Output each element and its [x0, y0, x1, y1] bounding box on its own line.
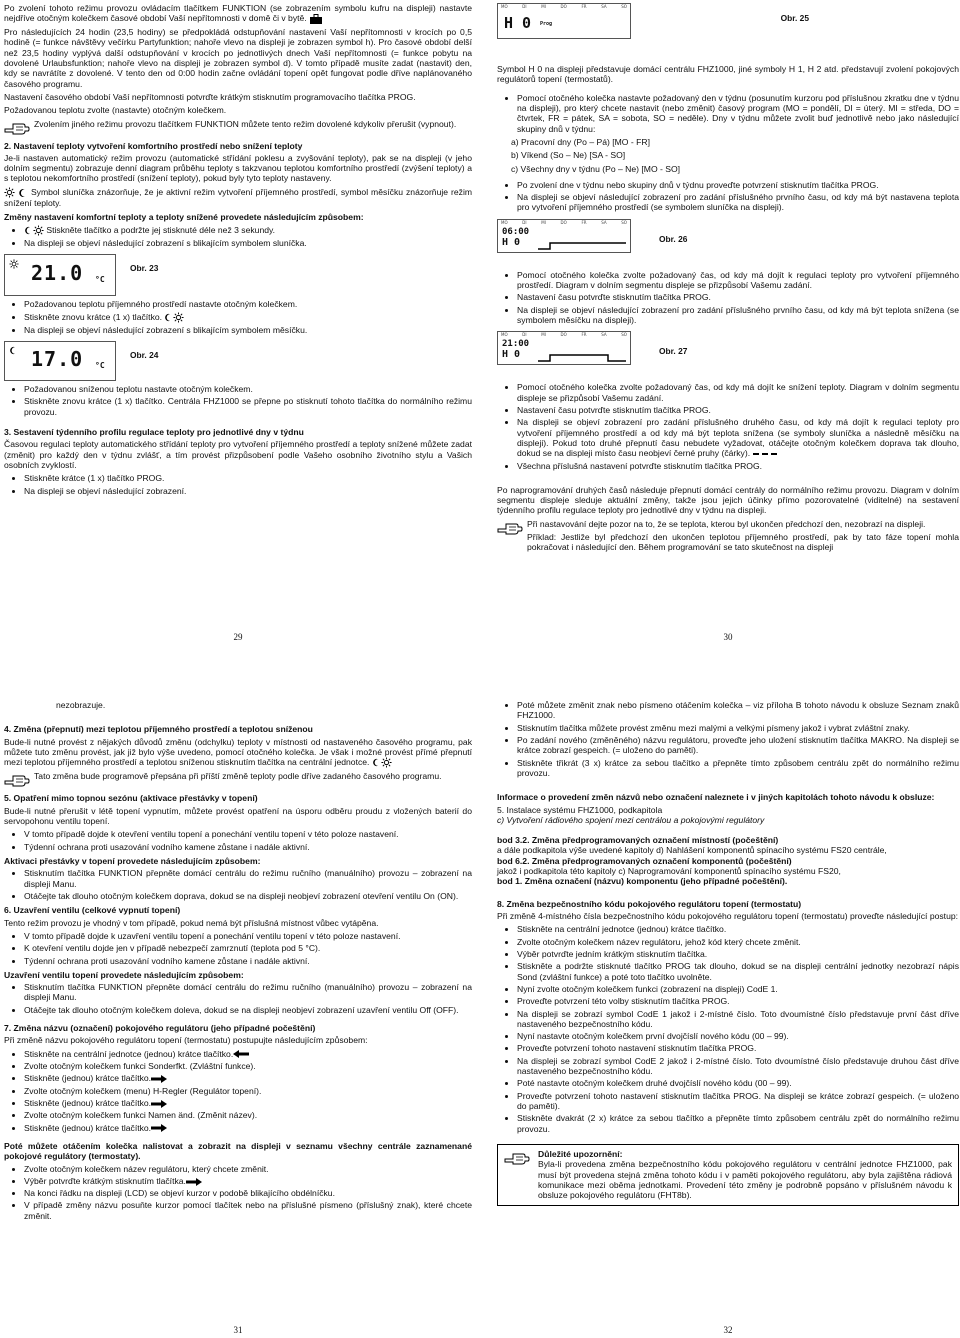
moon-sun-button-icon	[372, 757, 392, 768]
lcd-temperature: 21.0	[31, 261, 84, 286]
lcd-room-code: H 0	[502, 236, 521, 248]
lcd-time: 21:00	[502, 339, 530, 350]
lcd-display-23	[4, 254, 116, 296]
section-4-title: 4. Změna (přepnutí) mezi teplotou příjemného prostředí a teplotou sníženou	[4, 724, 313, 735]
temperature-diagram	[538, 242, 626, 250]
list-item: • Stiskněte znovu krátce (1 x) tlačítko.	[24, 312, 472, 323]
section-4-text: Bude-li nutné provést z nějakých důvodů změnu (odchylku) teploty v místnosti od nastaveného časového programu, pak můžete tuto změnu provést, jak již bylo výše uvedeno, pomocí otočného kolečka. Je však i možné provést přímé přepnutí mezi teplotou příjemného prostředí a teplotou sníženou stisknutím tlačítka na centrální jednotce.	[4, 736, 472, 768]
list-item: • V tomto případě dojde k uzavření ventilu topení a ponechání ventilu topení v této poloze nastavení.	[24, 931, 472, 941]
figure-caption: Obr. 26	[659, 233, 688, 244]
moon-sun-button-icon	[164, 312, 184, 323]
lcd-room-code: H 0	[502, 349, 521, 361]
list-item: • Na displeji se zobrazí symbol CodE 2 jakož i 2-místné číslo. Toto dvoumístné číslo představuje druhou část dříve nastaveného bezpečnostního kódu.	[517, 1056, 959, 1077]
section-5-subtitle: Aktivaci přestávky v topení provedete následujícím způsobem:	[4, 856, 261, 867]
list-item: • Na displeji se objeví následující zobrazení.	[24, 486, 472, 496]
section-6-subtitle: Uzavření ventilu topení provedete následujícím způsobem:	[4, 969, 244, 980]
figure-caption: Obr. 27	[659, 346, 688, 357]
p29-intro-1: Po zvolení tohoto režimu provozu ovládacím tlačítkem FUNKTION (se zobrazením symbolu kufru na displeji) nastavte nejdříve otočným kolečkem časové období Vaší nepřítomnosti v domě či v bytě.	[4, 3, 472, 24]
list-item: • Po zvolení dne v týdnu nebo skupiny dnů v týdnu proveďte potvrzení stisknutím tlačítka PROG.	[517, 180, 959, 190]
list-item: • Týdenní ochrana proti usazování vodního kamene zůstane i nadále aktivní.	[24, 956, 472, 966]
list-item: • Na displeji se objeví zobrazení pro zadání příslušného druhého času, od kdy má dojít k regulaci teploty pro vytvoření příjemného prostředí a od kdy má být teplota snížena (se symboly sluníčka a následně měsíčku na displeji). Pokud toto druhé přepnutí času nebudete vyžadovat, otáčejte otočným kolečkem doprava tak dlouho, dokud se na displeji místo času neobjeví černé pruhy (čárky).	[517, 417, 959, 458]
figure-caption: Obr. 23	[130, 263, 159, 274]
arrow-right-icon	[151, 1100, 167, 1108]
info-line: c) Vytvoření rádiového spojení mezi centrálou a pokojovými regulátory	[497, 814, 765, 825]
notice-text: Byla-li provedena změna bezpečnostního kódu pokojového regulátoru v centrální jednotce FHZ1000, pak musí být provedena stejná změna tohoto kódu i v paměti pokojového regulátoru, aby byla zajištěna rádiová komunikace mezi oběma jednotkami. Provedení této změny je podrobně popsáno v příslušném návodu k obsluze pokojového regulátoru (FHT8b).	[538, 1159, 952, 1201]
list-item: • Výběr potvrďte jedním krátkým stisknutím tlačítka.	[517, 949, 959, 959]
info-title: Informace o provedení změn názvů nebo označení naleznete i v jiných kapitolách tohoto návodu k obsluze:	[497, 792, 935, 803]
page-number: 31	[233, 1325, 243, 1336]
lcd-prog-label: Prog	[540, 21, 553, 27]
section-2-symbols: Symbol sluníčka znázorňuje, že je aktivní režim vytvoření příjemného prostředí, symbol měsíčku znázorňuje režim snížení teploty.	[4, 186, 473, 209]
moon-sun-button-icon	[24, 225, 44, 236]
moon-icon	[18, 188, 28, 198]
list-item: • Stiskněte (jednou) krátce tlačítko.	[24, 1073, 472, 1083]
p31-top: nezobrazuje.	[56, 700, 106, 710]
suitcase-icon	[309, 14, 323, 24]
list-moon-steps	[4, 299, 472, 335]
list-valve-close	[4, 931, 472, 966]
list-item: • Otáčejte tak dlouho otočným kolečkem doprava, dokud se na displeji neobjeví zobrazení otevření ventilu On (ON).	[24, 891, 472, 901]
section-6-title: 6. Uzavření ventilu (celkové vypnutí topení)	[4, 905, 181, 916]
day-group: a) Pracovní dny (Po – Pá) [MO - FR]	[511, 136, 650, 147]
arrow-right-icon	[151, 1075, 167, 1083]
list-item: • Stiskněte (jednou) krátce tlačítko.	[24, 1123, 472, 1133]
section-8-title: 8. Změna bezpečnostního kódu pokojového regulátoru topení (termostatu)	[497, 898, 802, 909]
note-holiday: Zvolením jiného režimu provozu tlačítkem FUNKTION můžete tento režim dovolené kdykoliv přerušit (vypnout).	[4, 119, 472, 137]
list-item: • Zvolte otočným kolečkem název regulátoru, jehož kód který chcete změnit.	[517, 937, 959, 947]
info-line: jakož i podkapitola této kapitoly c) Naprogramování komponentů spínacího systému FS20,	[497, 866, 841, 877]
list-item: • Stiskněte a podržte stisknuté tlačítko PROG tak dlouho, dokud se na displeji centrální jednotky nezobrazí nápis Sond (zvláštní funkce) a poté toto tlačítko uvolněte.	[517, 961, 959, 982]
list-item: • Zvolte otočným kolečkem název regulátoru, který chcete změnit.	[24, 1164, 472, 1174]
lcd-display-25	[497, 3, 631, 39]
list-item: • Stiskněte (jednou) krátce tlačítko.	[24, 1098, 472, 1108]
list-summer-steps	[4, 868, 472, 901]
list-rename-steps	[4, 1049, 472, 1133]
section-2-title: 2. Nastavení teploty vytvoření komfortního prostředí nebo snížení teploty	[4, 140, 303, 151]
note-previous-day: Při nastavování dejte pozor na to, že se teplota, kterou byl ukončen předchozí den, nezobrazí na displeji. Příklad: Jestliže byl předchozí den ukončen teplotou příjemného prostředí, pak by tato fáze topení mohla pokračovat i následující den. Během programování se tato skutečnost na displeji	[497, 519, 959, 556]
list-item: • Proveďte potvrzení tohoto nastavení stisknutím tlačítka PROG. Na displeji se krátce zobrazí gespeich. (= uloženo do paměti).	[517, 1091, 959, 1112]
p29-intro-2: Pro následujících 24 hodin (23,5 hodiny) se předpokládá odstupňování nastavení Vaší nepřítomnosti v krocích po 0,5 hodině (= funkce návštěvy večírku Partyfunktion; nahoře vlevo na displeji je zobrazen symbol h). Pro časové období delší než 23,5 hodiny vyplývá další odstupňování v krocích po jednotlivých dnech Vaší nepřítomnosti (= funkce pobytu na dovolené Urlaubsfunktion; nahoře vlevo na displeji je zobrazen symbol d). V tomto případě musíte zadat (nastavit) den, kdy se navrátíte z dovolené. V tento den od 0:00 hodin začne ovládání topení opět fungovat podle dříve naplánovaného časového programu.	[4, 27, 472, 89]
page-number: 29	[233, 632, 243, 643]
figure-23	[4, 251, 472, 299]
list-item: • Zvolte otočným kolečkem funkci Namen änd. (Změnit název).	[24, 1110, 472, 1120]
list-finish-steps	[4, 384, 472, 417]
list-item: • Stiskněte na centrální jednotce (jednou) krátce tlačítko.	[517, 924, 959, 934]
page-number: 32	[723, 1325, 733, 1336]
lcd-day-row: MO DI MI DO FR SA SO	[501, 4, 627, 9]
figure-25	[497, 3, 959, 42]
list-item: • Týdenní ochrana proti usazování vodního kamene zůstane i nadále aktivní.	[24, 842, 472, 852]
dash-bars-icon	[753, 451, 779, 456]
pointing-hand-icon	[4, 771, 30, 789]
list-item: • Pomocí otočného kolečka nastavte požadovaný den v týdnu (posunutím kurzoru pod příslušnou zkratku dne v týdnu na displeji), pro který chcete nastavit (nebo změnit) časový program (MO = pondělí, DI = úterý. MI = středa, DO = čtvrtek, FR = pátek, SA = sobota, SO = neděle). Dny v týdnu můžete zvolit buď jednotlivě nebo jako následující skupiny dnů v týdnu:	[517, 93, 959, 134]
list-item: • Požadovanou sníženou teplotu nastavte otočným kolečkem.	[24, 384, 472, 394]
list-item: • Stiskněte třikrát (3 x) krátce za sebou tlačítko a přepněte tímto způsobem centrálu zpět do normálního režimu provozu.	[517, 758, 959, 779]
lcd-display-26	[497, 219, 631, 253]
page-30	[497, 3, 959, 643]
list-item: • Na displeji se objeví následující zobrazení s blikajícím symbolem sluníčka.	[24, 238, 472, 248]
figure-27	[497, 328, 959, 368]
list-item: • Proveďte potvrzení tohoto nastavení stisknutím tlačítka PROG.	[517, 1043, 959, 1053]
list-item: • Po zadání nového (změněného) názvu regulátoru, proveďte jeho uložení stisknutím tlačítka MAKRO. Na displeji se krátce zobrazí gespeich. (= uloženo do paměti).	[517, 735, 959, 756]
list-item: • Stiskněte znovu krátce (1 x) tlačítko. Centrála FHZ1000 se přepne po stisknutí tohoto tlačítka do normálního režimu provozu.	[24, 396, 472, 417]
arrow-right-icon	[186, 1178, 202, 1186]
arrow-right-icon	[151, 1124, 167, 1132]
figure-24	[4, 338, 472, 384]
list-item: • Stiskněte na centrální jednotce (jednou) krátce tlačítko.	[24, 1049, 472, 1059]
list-item: • V tomto případě dojde k otevření ventilu topení a ponechání ventilu topení v této poloze nastavení.	[24, 829, 472, 839]
p30-text-1: Symbol H 0 na displeji představuje domácí centrálu FHZ1000, jiné symboly H 1, H 2 atd. představují zvolení pokojových regulátorů topení (termostatů).	[497, 64, 959, 85]
temperature-diagram	[538, 354, 626, 362]
list-item: • Nastavení času potvrďte stisknutím tlačítka PROG.	[517, 292, 959, 302]
pointing-hand-icon	[504, 1149, 530, 1167]
pointing-hand-icon	[497, 519, 523, 537]
section-5-text: Bude-li nutné přerušit v létě topení vypnutím, můžete provést opatření na úsporu odběru proudu z vložených baterií do servopohonu ventilu topení.	[4, 805, 472, 827]
list-item: • Pomocí otočného kolečka zvolte požadovaný čas, od kdy má dojít ke snížení teploty. Diagram v dolním segmentu displeje se přizpůsobí Vašemu zadání.	[517, 382, 959, 403]
notice-title: Důležité upozornění:	[538, 1148, 623, 1159]
lcd-display-24	[4, 341, 116, 381]
list-item: • Zvolte otočným kolečkem funkci Sonderfkt. (Zvláštní funkce).	[24, 1061, 472, 1071]
lcd-unit: °C	[95, 361, 105, 371]
section-3-text: Časovou regulaci teploty automatického střídání teploty pro vytvoření příjemného prostředí a teploty snížené můžete zadat (změnit) pro každý den v týdnu zvlášť, a tím provést přizpůsobení podle Vašeho osobního životního stylu a Vašich osobních zvyklostí.	[4, 439, 472, 470]
lcd-unit: °C	[95, 275, 105, 285]
list-item: • Nastavení času potvrďte stisknutím tlačítka PROG.	[517, 405, 959, 415]
page-29	[4, 3, 472, 643]
lcd-display-27	[497, 331, 631, 365]
lcd-time: 06:00	[502, 226, 530, 237]
figure-26	[497, 216, 959, 256]
info-line: bod 3.2. Změna předprogramovaných označení místností (počeštění)	[497, 835, 779, 846]
list-lower-time	[497, 382, 959, 471]
list-item: • Požadovanou teplotu příjemného prostředí nastavte otočným kolečkem.	[24, 299, 472, 309]
note-program-overwrite: Tato změna bude programově přepsána při příští změně teploty podle dříve zadaného časového programu.	[4, 771, 472, 789]
lcd-day-row: MO DI MI DO FR SA SO	[501, 332, 627, 338]
section-5-title: 5. Opatření mimo topnou sezónu (aktivace přestávky v topení)	[4, 793, 258, 804]
figure-caption: Obr. 25	[780, 13, 809, 23]
list-item: • Stisknutím tlačítka FUNKTION přepněte domácí centrálu do režimu ručního (manuálního) provozu – zobrazení na displeji Manu.	[24, 868, 472, 889]
p30-text-2: Po naprogramování druhých časů následuje přepnutí domácí centrály do normálního režimu provozu. Diagram v dolním segmentu displeje sleduje aktuální změny, takže jsou jejich účinky přímo pozorovatelné (viditelné) na sestavení týdenního profilu regulace teploty pro jednotlivé dny v týdnu na displeji.	[497, 484, 959, 516]
section-7-note: Poté můžete otáčením kolečka nalistovat a zobrazit na displeji v seznamu všechny centrále zaznamenané pokojové regulátory (termostaty).	[4, 1140, 472, 1162]
list-item: • Otáčejte tak dlouho otočným kolečkem doleva, dokud se na displeji neobjeví zobrazení uzavření ventilu Off (OFF).	[24, 1005, 472, 1015]
section-8-text: Při změně 4-místného čísla bezpečnostního kódu pokojového regulátoru topení (termostatu) proveďte následující postup:	[497, 911, 959, 921]
section-7-title: 7. Změna názvu (označení) pokojového regulátoru (jeho případné počeštění)	[4, 1023, 316, 1034]
list-item: • Výběr potvrďte krátkým stisknutím tlačítka.	[24, 1176, 472, 1186]
list-item: • Poté můžete změnit znak nebo písmeno otáčením kolečka – viz příloha B tohoto návodu k obsluze Seznam znaků FHZ1000.	[517, 700, 959, 721]
pointing-hand-icon	[4, 119, 30, 137]
p29-intro-3: Nastavení časového období Vaší nepřítomnosti potvrďte krátkým stisknutím programovacího tlačítka PROG.	[4, 91, 416, 102]
important-notice	[497, 1144, 959, 1206]
section-7-text: Při změně názvu pokojového regulátoru topení (termostatu) postupujte následujícím způsobem:	[4, 1035, 368, 1046]
lcd-room-code: H 0	[504, 14, 532, 32]
list-valve-steps	[4, 982, 472, 1015]
sun-icon	[9, 259, 19, 269]
day-group: b) Víkend (So – Ne) [SA - SO]	[511, 150, 626, 161]
list-summer-break	[4, 829, 472, 852]
list-day-select	[497, 93, 959, 134]
info-line: bod 6.2. Změna předprogramovaných označení komponentů (počeštění)	[497, 855, 792, 866]
lcd-temperature: 17.0	[31, 347, 84, 372]
list-item: • Pomocí otočného kolečka zvolte požadovaný čas, od kdy má dojít k regulaci teploty pro vytvoření příjemného prostředí. Diagram v dolním segmentu displeje se přizpůsobí Vašemu zadání.	[517, 270, 959, 291]
page-32	[497, 700, 959, 1336]
list-item: • Poté nastavte otočným kolečkem druhé dvojčíslí nového kódu (00 – 99).	[517, 1078, 959, 1088]
arrow-left-icon	[233, 1050, 249, 1058]
section-3-title: 3. Sestavení týdenního profilu regulace teploty pro jednotlivé dny v týdnu	[4, 427, 304, 437]
list-item: • K otevření ventilu dojde jen v případě nebezpečí zamrznutí (teplota pod 5 °C).	[24, 943, 472, 953]
list-item: • Stiskněte krátce (1 x) tlačítko PROG.	[24, 473, 472, 483]
list-item: • Na displeji se zobrazí symbol CodE 1 jakož i 2-místné číslo. Toto dvoumístné číslo představuje první část dříve nastaveného bezpečnostního kódu.	[517, 1009, 959, 1030]
list-item: • Na displeji se objeví následující zobrazení pro zadání příslušného prvního času, od kdy má být teplota snížena (se symbolem měsíčku na displeji).	[517, 305, 959, 326]
list-item: • Proveďte potvrzení této volby stisknutím tlačítka PROG.	[517, 996, 959, 1006]
lcd-day-row: MO DI MI DO FR SA SO	[501, 219, 627, 225]
page-31	[4, 700, 472, 1336]
list-item: • Všechna příslušná nastavení potvrďte stisknutím tlačítka PROG.	[517, 461, 959, 471]
list-rename-edit	[4, 1164, 472, 1222]
list-confirm-day	[497, 180, 959, 213]
list-comfort-time	[497, 270, 959, 326]
list-code-steps	[497, 924, 959, 1134]
page-number: 30	[723, 632, 733, 643]
list-item: • Stisknutím tlačítka můžete provést změnu mezi malými a velkými písmeny jakož i vybrat zvláštní znaky.	[517, 723, 959, 733]
section-2-text: Je-li nastaven automatický režim provozu (automatické střídání poklesu a zvyšování teploty), pak se na displeji (v jeho dolním segmentu) zobrazuje denní diagram průběhu teploty s takzvanou teplotou komfortního prostředí (zvýšení teploty) a s teplotou nekomfortního prostředí (snížení teploty), pokud byly tyto teploty nastaveny.	[4, 152, 472, 184]
list-item: • Stiskněte tlačítko a podržte jej stisknuté déle než 3 sekundy.	[24, 225, 472, 236]
list-prog-steps	[4, 473, 472, 496]
day-group: c) Všechny dny v týdnu (Po – Ne) [MO - SO]	[511, 163, 681, 174]
section-2-subtitle: Změny nastavení komfortní teploty a teploty snížené provedete následujícím způsobem:	[4, 212, 364, 223]
p29-intro-4: Požadovanou teplotu zvolte (nastavte) otočným kolečkem.	[4, 105, 227, 116]
list-item: • Nyní zvolte otočným kolečkem funkci (zobrazení na displeji) CodE 1.	[517, 984, 959, 994]
list-item: • Stiskněte dvakrát (2 x) krátce za sebou tlačítko a přepněte tímto způsobem centrálu zpět do normálního režimu provozu.	[517, 1113, 959, 1134]
list-rename-finish	[497, 700, 959, 778]
moon-icon	[9, 346, 18, 355]
info-line: 5. Instalace systému FHZ1000, podkapitola	[497, 804, 663, 815]
list-item: • Na displeji se objeví následující zobrazení pro zadání příslušného prvního času, od kdy má být nastavena teplota pro vytvoření příjemného prostředí (se symbolem sluníčka na displeji).	[517, 192, 959, 213]
section-6-text: Tento režim provozu je vhodný v tom případě, pokud nemá být příslušná místnost vůbec vytápěna.	[4, 917, 379, 928]
day-groups	[497, 137, 959, 174]
info-line: bod 1. Změna označení (názvu) komponentu (jeho případné počeštění).	[497, 876, 788, 887]
figure-caption: Obr. 24	[130, 350, 159, 361]
list-item: • Na displeji se objeví následující zobrazení s blikajícím symbolem měsíčku.	[24, 325, 472, 335]
list-item: • Nyní nastavte otočným kolečkem první dvojčíslí nového kódu (00 – 99).	[517, 1031, 959, 1041]
info-line: a dále podkapitola výše uvedené kapitoly d) Nahlášení komponentů spínacího systému FS20 centrále,	[497, 845, 887, 856]
list-item: • Zvolte otočným kolečkem (menu) H-Regler (Regulátor topení).	[24, 1086, 472, 1096]
list-item: • Na konci řádku na displeji (LCD) se objeví kurzor v podobě blikajícího obdélníčku.	[24, 1188, 472, 1198]
list-comfort-steps	[4, 225, 472, 249]
sun-icon	[4, 187, 15, 198]
list-item: • Stisknutím tlačítka FUNKTION přepněte domácí centrálu do režimu ručního (manuálního) provozu – zobrazení na displeji Manu.	[24, 982, 472, 1003]
list-item: • V případě změny názvu posuňte kurzor pomocí tlačítek nebo na příslušné písmeno (příslušný znak), které chcete změnit.	[24, 1200, 472, 1221]
